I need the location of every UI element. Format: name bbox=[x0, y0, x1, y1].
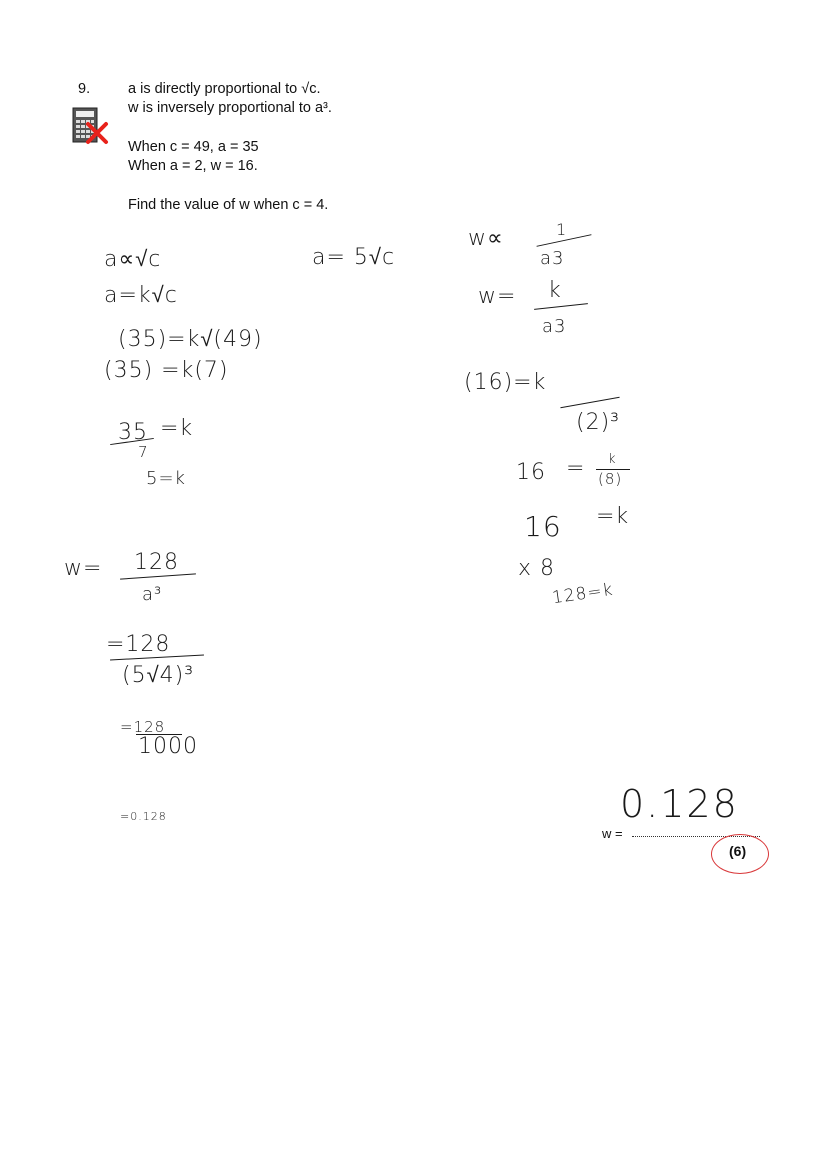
work-right-3-den: (2)³ bbox=[576, 410, 620, 435]
work-right-4-b: = bbox=[566, 456, 586, 481]
work-left-8-num: =128 bbox=[106, 632, 171, 657]
work-right-4-a: 16 bbox=[516, 460, 546, 485]
work-left-2: a=k√c bbox=[104, 283, 178, 308]
question-line-1: a is directly proportional to √c. bbox=[128, 81, 321, 97]
work-left-9-num: =128 bbox=[120, 718, 166, 736]
question-line-2: w is inversely proportional to a³. bbox=[128, 100, 332, 116]
marks-label: (6) bbox=[729, 843, 747, 859]
condition-1: When c = 49, a = 35 bbox=[128, 139, 259, 155]
calculator-icon bbox=[70, 106, 110, 151]
fraction-bar bbox=[534, 303, 588, 310]
work-left-7-den: a³ bbox=[142, 584, 163, 605]
work-right-1-den: a3 bbox=[540, 248, 565, 269]
work-left-8-den: (5√4)³ bbox=[122, 663, 195, 688]
question-task: Find the value of w when c = 4. bbox=[128, 197, 329, 213]
answer-label: w = bbox=[602, 826, 623, 841]
work-left-6: 5=k bbox=[146, 468, 186, 489]
work-right-4-den: (8) bbox=[598, 470, 623, 488]
work-right-2-den: a3 bbox=[542, 316, 567, 337]
work-right-1-num: 1 bbox=[556, 220, 568, 239]
work-right-3-num: (16)=k bbox=[464, 370, 547, 395]
work-right-7: 128=k bbox=[550, 579, 615, 609]
work-left-1: a∝√c bbox=[104, 247, 162, 272]
work-left-3: (35)=k√(49) bbox=[118, 327, 263, 352]
work-left-4: (35) =k(7) bbox=[104, 358, 229, 383]
work-left-10: =0.128 bbox=[120, 810, 167, 823]
work-middle-1: a= 5√c bbox=[312, 245, 396, 270]
work-right-4-num: k bbox=[608, 452, 617, 467]
work-right-2-w: w= bbox=[478, 284, 517, 309]
work-right-5-a: 16 bbox=[524, 510, 562, 543]
final-answer: 0.128 bbox=[620, 782, 739, 826]
work-right-5-b: =k bbox=[596, 504, 630, 529]
work-left-9-den: 1000 bbox=[138, 734, 198, 759]
work-right-2-num: k bbox=[548, 278, 562, 303]
work-right-1-w: w∝ bbox=[468, 226, 504, 251]
condition-2: When a = 2, w = 16. bbox=[128, 158, 258, 174]
work-left-5-num: 35 bbox=[118, 420, 148, 445]
work-left-7-num: 128 bbox=[134, 550, 179, 575]
question-number: 9. bbox=[78, 81, 91, 97]
fraction-bar bbox=[560, 397, 619, 408]
work-left-5-den: 7 bbox=[138, 443, 149, 461]
work-left-5-rest: =k bbox=[160, 416, 194, 441]
work-left-7-w: w= bbox=[64, 556, 103, 581]
work-right-6: x 8 bbox=[518, 556, 556, 581]
